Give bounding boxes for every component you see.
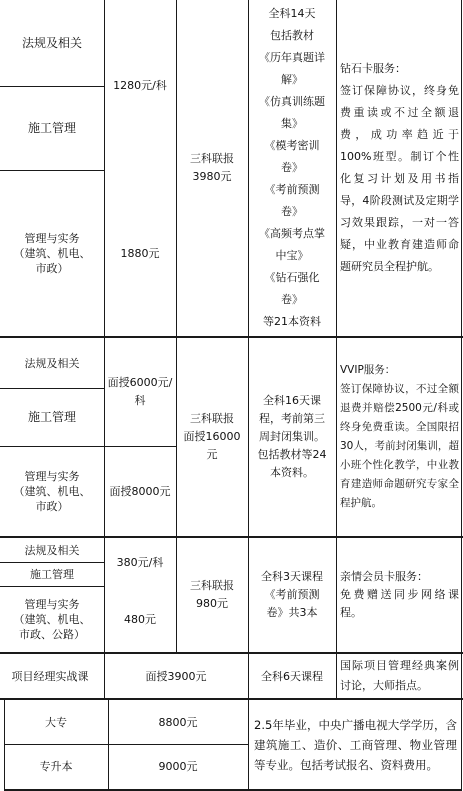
- edu-note: 2.5年毕业，中央广播电视大学学历，含建筑施工、造价、工商管理、物业管理等专业。包括考试报名、资料费用。: [254, 717, 457, 772]
- grid-line: [461, 700, 462, 791]
- subject-construction-management: 施工管理: [27, 120, 76, 135]
- subject-regulations: 法规及相关: [24, 543, 80, 557]
- grid-line: [108, 700, 109, 791]
- combined-price: 三科联报 980元: [190, 579, 234, 610]
- subject-regulations: 法规及相关: [24, 356, 80, 370]
- grid-line: [336, 538, 337, 652]
- grid-line: [0, 86, 104, 87]
- grid-line: [176, 538, 177, 652]
- grid-line: [336, 654, 337, 698]
- grid-line: [0, 698, 463, 700]
- grid-line: [336, 0, 337, 336]
- course-content: 全科14天 包括教材 《历年真题详 解》 《仿真训练题 集》 《模考密训 卷》 《考前预测 卷》 《高频考点掌 中宝》 《钻石强化 卷》 等21本资料: [259, 7, 325, 328]
- pm-price: 面授3900元: [145, 669, 207, 683]
- grid-line: [336, 338, 337, 536]
- subject-practice: 管理与实务 （建筑、机电、 市政）: [13, 469, 91, 513]
- single-price: 面授6000元/ 科: [107, 376, 173, 407]
- edu-level-label: 专升本: [39, 760, 73, 773]
- grid-line: [104, 338, 105, 536]
- combined-price: 三科联报 面授16000 元: [183, 412, 241, 461]
- service-description: 亲情会员卡服务： 免费赠送同步网络课程。: [340, 570, 459, 619]
- edu-price: 8800元: [158, 715, 198, 729]
- single-price: 1880元: [120, 246, 160, 260]
- course-content: 全科16天课 程，考前第三 周封闭集训。 包括教材等24 本资料。: [257, 394, 327, 479]
- grid-line: [0, 586, 104, 587]
- edu-level-label: 大专: [45, 715, 67, 729]
- grid-line: [461, 538, 462, 652]
- single-price: 1280元/科: [113, 78, 167, 92]
- grid-line: [176, 338, 177, 536]
- grid-line: [4, 744, 248, 745]
- grid-line: [0, 652, 463, 654]
- grid-line: [0, 388, 104, 389]
- service-description: 钻石卡服务： 签订保障协议，终身免费重读或不过全额退费，成功率趋近于100%班型。制订个性化复习计划及用书指导，4阶段测试及定期学习效果跟踪，一对一答疑，中业教育建造师命题研究员全程护航。: [340, 62, 459, 273]
- service-description: VVIP服务： 签订保障协议，不过全额退费并赔偿2500元/科或终身免费重读。全国限招30人，考前封闭集训，超小班个性化教学，中业教育建造师命题研究专家全程护航。: [340, 364, 459, 509]
- pm-course-label: 项目经理实战课: [11, 669, 89, 683]
- grid-line: [461, 654, 462, 698]
- subject-practice: 管理与实务 （建筑、机电、 市政）: [13, 231, 91, 275]
- subject-practice: 管理与实务 （建筑、机电、 市政、公路）: [13, 597, 91, 641]
- edu-price: 9000元: [158, 760, 198, 773]
- grid-line: [176, 0, 177, 336]
- subject-construction-management: 施工管理: [27, 409, 76, 424]
- grid-line: [461, 338, 462, 536]
- grid-line: [0, 536, 463, 538]
- grid-line: [248, 538, 249, 652]
- grid-line: [104, 0, 105, 336]
- grid-line: [248, 654, 249, 698]
- pm-course-content: 全科6天课程: [261, 669, 323, 683]
- single-price: 480元: [124, 612, 156, 626]
- grid-line: [0, 446, 176, 447]
- grid-line: [0, 336, 463, 338]
- grid-line: [461, 0, 462, 336]
- grid-line: [104, 654, 105, 698]
- grid-line: [248, 338, 249, 536]
- single-price: 面授8000元: [109, 484, 171, 498]
- subject-regulations: 法规及相关: [21, 35, 82, 50]
- subject-construction-management: 施工管理: [30, 567, 74, 581]
- pm-service: 国际项目管理经典案例讨论，大师指点。: [340, 659, 459, 692]
- grid-line: [248, 700, 249, 791]
- combined-price: 三科联报 3980元: [190, 152, 234, 183]
- course-content: 全科3天课程 《考前预测 卷》共3本: [261, 570, 323, 619]
- grid-line: [104, 538, 105, 652]
- grid-line: [0, 562, 104, 563]
- grid-line: [4, 700, 5, 791]
- grid-line: [0, 170, 104, 171]
- single-price: 380元/科: [116, 555, 164, 569]
- grid-line: [248, 0, 249, 336]
